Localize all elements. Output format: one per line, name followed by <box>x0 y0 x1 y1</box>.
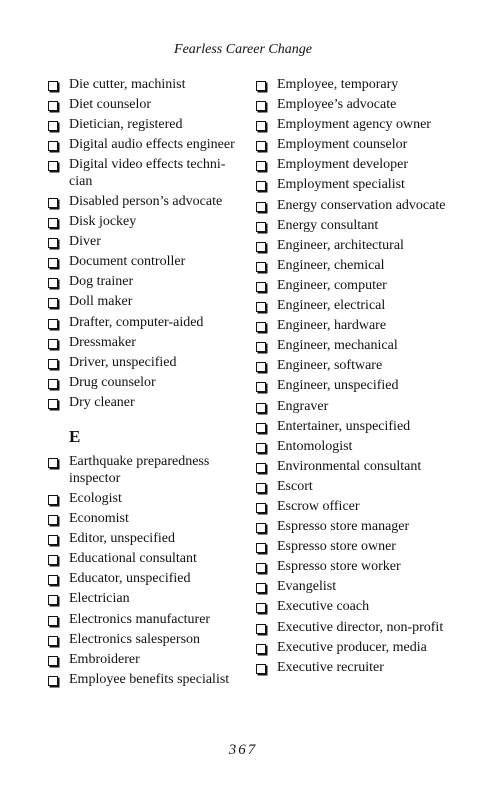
checklist-item <box>256 620 456 637</box>
checklist-item <box>48 294 248 311</box>
checklist-item-label: Diet counselor <box>69 97 152 113</box>
checkbox-icon <box>256 443 266 453</box>
checklist-item <box>48 214 248 231</box>
checklist-item <box>256 298 456 315</box>
checklist-item-label: Entertainer, unspecified <box>277 418 411 434</box>
checklist-item-label: Engineer, unspecified <box>277 378 399 394</box>
checklist-item <box>256 459 456 476</box>
checkbox-icon <box>256 463 266 473</box>
checkbox-icon <box>256 161 266 171</box>
checkbox-icon <box>256 302 266 312</box>
checkbox-icon <box>48 121 58 131</box>
checklist-item-label: Executive director, non-profit <box>277 619 444 635</box>
checklist-item <box>256 258 456 275</box>
checklist-item-label: Espresso store worker <box>277 559 401 575</box>
checklist-item-label: Electronics salesperson <box>69 631 201 647</box>
checkbox-icon <box>256 423 266 433</box>
checkbox-icon <box>48 379 58 389</box>
checklist-item <box>256 660 456 677</box>
checkbox-icon <box>48 555 58 565</box>
checkbox-icon <box>48 258 58 268</box>
left-column <box>48 77 248 692</box>
checklist-item <box>48 652 248 669</box>
checkbox-icon <box>256 282 266 292</box>
checklist-item-label: Document controller <box>69 254 186 270</box>
checklist-item <box>48 234 248 251</box>
checklist-item <box>48 454 248 487</box>
checklist-item <box>256 439 456 456</box>
checkbox-icon <box>48 198 58 208</box>
checkbox-icon <box>256 342 266 352</box>
checklist-item <box>48 591 248 608</box>
checkbox-icon <box>256 262 266 272</box>
checklist-item-label: Dressmaker <box>69 334 136 350</box>
checklist-item-label: Engineer, chemical <box>277 257 385 273</box>
checkbox-icon <box>48 636 58 646</box>
checklist-item-label: Editor, unspecified <box>69 531 175 547</box>
checklist-item <box>48 395 248 412</box>
checklist-item-label: Executive producer, media <box>277 639 427 655</box>
checklist-item-label: Electronics manufacturer <box>69 611 211 627</box>
checklist-item-label: Engineer, software <box>277 358 383 374</box>
checklist-item-label: Engineer, computer <box>277 277 387 293</box>
checkbox-icon <box>48 595 58 605</box>
checkbox-icon <box>256 403 266 413</box>
checklist-item <box>48 551 248 568</box>
checklist-item <box>48 491 248 508</box>
checklist-item <box>48 632 248 649</box>
checklist-item <box>256 157 456 174</box>
checklist-item-label: Dog trainer <box>69 274 134 290</box>
checkbox-icon <box>48 676 58 686</box>
checklist-item <box>48 254 248 271</box>
checkbox-icon <box>48 399 58 409</box>
checklist-item-label: Energy conservation advocate <box>277 197 446 213</box>
checkbox-icon <box>256 141 266 151</box>
checkbox-icon <box>256 242 266 252</box>
checklist-item <box>256 77 456 94</box>
checkbox-icon <box>48 359 58 369</box>
checklist-item-label: Energy consultant <box>277 217 379 233</box>
checkbox-icon <box>256 81 266 91</box>
checklist-item-label: Employee’s advocate <box>277 97 397 113</box>
checklist-item <box>256 177 456 194</box>
checklist-item-label: Engraver <box>277 398 329 414</box>
checklist-item-label: Employment developer <box>277 157 409 173</box>
checklist-item-label: Ecologist <box>69 491 122 506</box>
checklist-item <box>48 511 248 528</box>
checkbox-icon <box>256 483 266 493</box>
checklist-item <box>256 318 456 335</box>
checkbox-icon <box>256 121 266 131</box>
checklist-item-label: Diver <box>69 234 101 250</box>
checklist-item <box>256 278 456 295</box>
checklist-item-label: Employment agency owner <box>277 117 431 133</box>
checklist-item-label: Executive coach <box>277 599 370 615</box>
checklist-item-label: Educational consultant <box>69 551 197 567</box>
checkbox-icon <box>256 664 266 674</box>
checklist-item-label: Economist <box>69 511 129 527</box>
checkbox-icon <box>256 222 266 232</box>
checklist-item-label: Environmental consultant <box>277 458 422 474</box>
checklist-item <box>48 117 248 134</box>
checklist-item <box>256 599 456 616</box>
checkbox-icon <box>256 362 266 372</box>
checkbox-icon <box>48 339 58 349</box>
checkbox-icon <box>256 583 266 593</box>
checkbox-icon <box>48 141 58 151</box>
checkbox-icon <box>48 278 58 288</box>
checklist-item <box>256 97 456 114</box>
checkbox-icon <box>48 101 58 111</box>
checklist-item-label: Employee, temporary <box>277 77 399 92</box>
checklist-item <box>48 194 248 211</box>
checkbox-icon <box>256 101 266 111</box>
checklist-item-label: Employment specialist <box>277 177 405 193</box>
checkbox-icon <box>256 503 266 513</box>
checklist-item-label: Entomologist <box>277 438 353 454</box>
right-column <box>256 77 456 680</box>
page-number: 367 <box>228 742 258 758</box>
checklist-item <box>256 238 456 255</box>
checklist-item <box>48 274 248 291</box>
checklist-item-label: Engineer, architectural <box>277 237 404 253</box>
checklist-item <box>256 218 456 235</box>
checkbox-icon <box>256 603 266 613</box>
checkbox-icon <box>256 644 266 654</box>
checkbox-icon <box>256 181 266 191</box>
checkbox-icon <box>48 238 58 248</box>
checklist-item <box>256 519 456 536</box>
checklist-item <box>48 571 248 588</box>
checklist-item <box>48 97 248 114</box>
checklist-item-label: Disk jockey <box>69 214 137 230</box>
checklist-item <box>48 77 248 94</box>
checkbox-icon <box>48 319 58 329</box>
checkbox-icon <box>48 81 58 91</box>
checkbox-icon <box>48 656 58 666</box>
checklist-item <box>256 579 456 596</box>
checklist-item <box>256 539 456 556</box>
checklist-item <box>256 137 456 154</box>
checklist-item-label: Doll maker <box>69 294 133 310</box>
checklist-item-label: Engineer, electrical <box>277 298 386 314</box>
checkbox-icon <box>256 202 266 212</box>
checklist-item <box>48 355 248 372</box>
checklist-item <box>256 198 456 215</box>
checklist-item-label: Die cutter, machinist <box>69 77 186 92</box>
checklist-item <box>48 137 248 154</box>
checklist-item-label: Disabled person’s advocate <box>69 193 223 209</box>
running-head: Fearless Career Change <box>174 42 312 57</box>
section-letter-e: E <box>69 427 81 447</box>
checklist-item-label: Earthquake preparedness inspector <box>69 454 210 486</box>
checklist-item <box>256 559 456 576</box>
checklist-item <box>256 338 456 355</box>
checklist-left-top <box>48 77 248 411</box>
checklist-item <box>48 157 248 190</box>
checklist-item-label: Dietician, registered <box>69 117 183 133</box>
checkbox-icon <box>48 495 58 505</box>
checklist-item <box>48 672 248 689</box>
checkbox-icon <box>256 523 266 533</box>
checklist-item <box>48 531 248 548</box>
checklist-item <box>256 117 456 134</box>
checkbox-icon <box>256 543 266 553</box>
checklist-item <box>256 419 456 436</box>
checkbox-icon <box>256 624 266 634</box>
checklist-item-label: Executive recruiter <box>277 659 384 675</box>
checkbox-icon <box>48 218 58 228</box>
checklist-right <box>256 77 456 676</box>
checklist-item-label: Employment counselor <box>277 137 408 153</box>
checklist-item-label: Employee benefits specialist <box>69 671 230 687</box>
checklist-item-label: Embroiderer <box>69 651 140 667</box>
checklist-item-label: Engineer, mechanical <box>277 338 398 354</box>
checklist-item-label: Evangelist <box>277 579 337 595</box>
checklist-item-label: Digital video effects techni-cian <box>69 157 226 189</box>
checklist-item <box>48 335 248 352</box>
checklist-item <box>256 640 456 657</box>
checkbox-icon <box>256 382 266 392</box>
checklist-item <box>256 499 456 516</box>
checkbox-icon <box>48 161 58 171</box>
checkbox-icon <box>48 575 58 585</box>
checkbox-icon <box>48 616 58 626</box>
checkbox-icon <box>256 322 266 332</box>
checklist-item-label: Educator, unspecified <box>69 571 191 587</box>
checkbox-icon <box>256 563 266 573</box>
checklist-item-label: Drafter, computer-aided <box>69 314 204 330</box>
checkbox-icon <box>48 298 58 308</box>
checklist-item-label: Escrow officer <box>277 498 360 514</box>
checklist-item-label: Dry cleaner <box>69 394 135 410</box>
checklist-item <box>48 375 248 392</box>
checkbox-icon <box>48 535 58 545</box>
checklist-item-label: Escort <box>277 478 313 494</box>
checklist-item <box>256 378 456 395</box>
checklist-item <box>256 399 456 416</box>
checklist-item-label: Espresso store owner <box>277 539 396 555</box>
checklist-item-label: Drug counselor <box>69 374 156 390</box>
checklist-item-label: Driver, unspecified <box>69 354 177 370</box>
checklist-item-label: Engineer, hardware <box>277 318 387 334</box>
checklist-item <box>48 315 248 332</box>
checklist-item-label: Electrician <box>69 591 130 607</box>
checkbox-icon <box>48 458 58 468</box>
checklist-left-bottom <box>48 454 248 688</box>
checklist-item <box>48 612 248 629</box>
checklist-item <box>256 358 456 375</box>
checklist-item <box>256 479 456 496</box>
checklist-item-label: Digital audio effects engineer <box>69 137 235 153</box>
checkbox-icon <box>48 515 58 525</box>
checklist-item-label: Espresso store manager <box>277 519 410 535</box>
